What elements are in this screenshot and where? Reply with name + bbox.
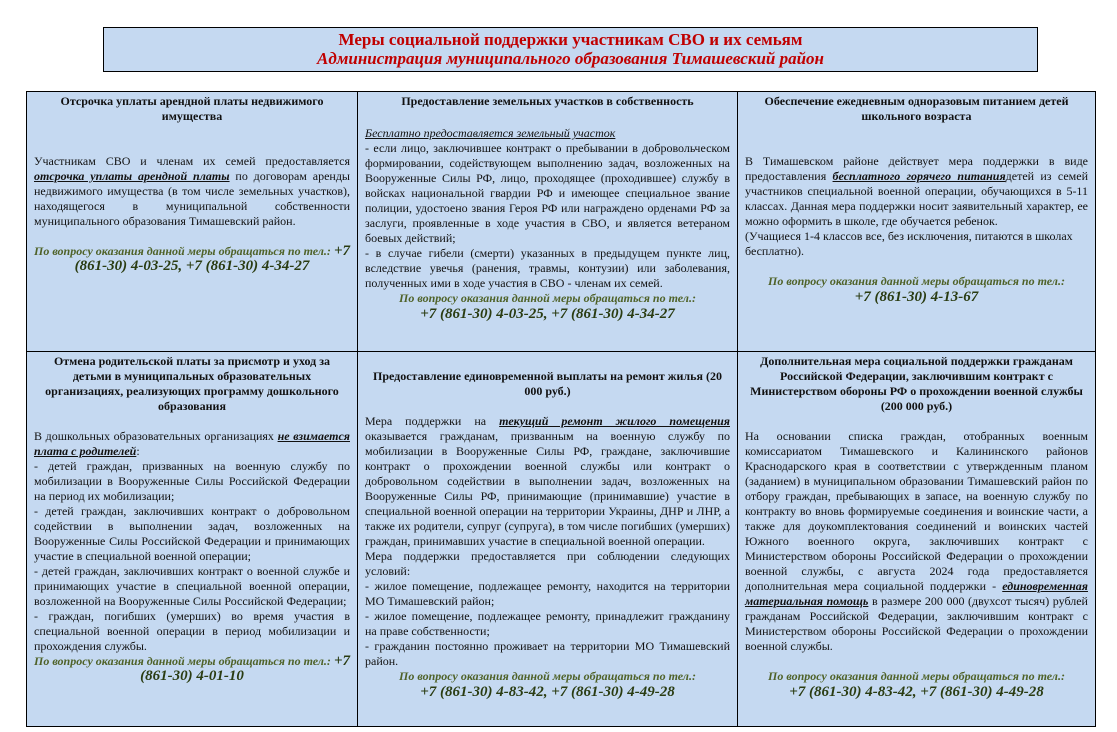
cell-item: - жилое помещение, подлежащее ремонту, принадлежит гражданину на праве собственности; (365, 609, 730, 638)
contact-phone: +7 (861-30) 4-83-42, +7 (861-30) 4-49-28 (420, 684, 675, 700)
text-part: в размере 200 000 (двухсот тысяч) рублей гражданам Российской Федерации, заключившим контракт с Министерством обороны Российской Федерации о прохождении военной службы. (745, 594, 1088, 653)
cell-item: - детей граждан, заключивших контракт о добровольном содействии в выполнении задач, возложенных на Вооруженные Силы Российской Федерации и принимающих участие в специальной военной операции; (34, 504, 350, 563)
text-emphasis: отсрочка уплаты арендной платы (34, 169, 230, 183)
text-part: В Тимашевском районе действует мера поддержки в виде предоставления (745, 154, 1088, 183)
cell-school-meals (738, 92, 1096, 352)
cell-item: - в случае гибели (смерти) указанных в предыдущем пункте лиц, вследствие увечья (ранения, травмы, контузии) или заболевания, полученных ими в ходе участия в СВО - членам их семей. (365, 246, 730, 290)
cell-title: Предоставление единовременной выплаты на ремонт жилья (20 000 руб.) (372, 369, 722, 398)
cell-parental-fee (27, 352, 358, 727)
text-part: детей из семей участников специальной военной операции, обучающихся в 5-11 классах. Данная мера поддержки носит заявительный характер, ее можно оформить в школе, где обучается ребенок. (745, 169, 1088, 228)
cell-text: Мера поддержки предоставляется при соблюдении следующих условий: (365, 549, 730, 578)
cell-text (365, 414, 730, 549)
text-part: На основании списка граждан, отобранных военным комиссариатом Тимашевского и Калининского районов Краснодарского края в соответствии с утвержденным планом (заданием) в муниципальном образовании Тимашевский район по отбору граждан, пребывающих в запасе, на военную службу по контракту во вновь формируемые соединения и воинские части, а также для доукомплектования соединений и воинских частей Южного военного округа, заключивших контракт с Министерством обороны Российской Федерации о прохождении военной службы, с августа 2024 года предоставляется дополнительная мера социальной поддержки - (745, 429, 1088, 593)
text-part: В дошкольных образовательных организациях (34, 429, 278, 443)
cell-text (745, 429, 1088, 654)
cell-additional-support (738, 352, 1096, 727)
cell-text (34, 154, 350, 229)
cell-title: Предоставление земельных участков в собственность (401, 94, 694, 108)
cell-land-plots (358, 92, 738, 352)
cell-text (34, 429, 350, 459)
contact-label: По вопросу оказания данной меры обращаться по тел.: (768, 669, 1065, 683)
cell-lead: Бесплатно предоставляется земельный участок (365, 126, 616, 140)
contact-phone: +7 (861-30) 4-83-42, +7 (861-30) 4-49-28 (789, 684, 1044, 700)
cell-item: - граждан, погибших (умерших) во время участия в специальной военной операции в период мобилизации и прохождения службы. (34, 609, 350, 653)
text-emphasis: единовременная материальная помощь (745, 579, 1088, 608)
cell-item: - детей граждан, призванных на военную службу по мобилизации в Вооруженные Силы Российской Федерации на период их мобилизации; (34, 459, 350, 503)
contact-label: По вопросу оказания данной меры обращаться по тел.: (399, 669, 696, 683)
contact-phone: +7 (861-30) 4-03-25, +7 (861-30) 4-34-27 (74, 243, 350, 274)
cell-title: Отсрочка уплаты арендной платы недвижимого имущества (60, 94, 324, 123)
cell-rent-deferral (27, 92, 358, 352)
text-part: Участникам СВО и членам их семей предоставляется (34, 154, 350, 168)
text-part: по договорам аренды недвижимого имущества (в том числе земельных участков), находящегося в муниципальной собственности муниципального образования Тимашевский район. (34, 169, 350, 228)
contact-block (34, 244, 350, 274)
contact-phone: +7 (861-30) 4-13-67 (854, 289, 979, 305)
cell-item: - если лицо, заключившее контракт о пребывании в добровольческом формировании, содействующем выполнению задач, возложенных на Вооруженные Силы РФ, лицо, проходящее (проходившее) службу в войсках национальной гвардии РФ и имеющее специальное звание полиции, удостоено звания Героя РФ или награждено орденами РФ за заслуги, проявленные в ходе участия в СВО, и является ветераном боевых действий; (365, 141, 730, 245)
page-header (103, 27, 1038, 72)
contact-label: По вопросу оказания данной меры обращаться по тел.: (768, 274, 1065, 288)
cell-title: Отмена родительской платы за присмотр и уход за детьми в муниципальных образовательных организациях, реализующих программу дошкольного образования (45, 354, 339, 413)
cell-title: Обеспечение ежедневным одноразовым питанием детей школьного возраста (764, 94, 1069, 123)
cell-housing-repair (358, 352, 738, 727)
text-emphasis: не взимается плата с родителей (34, 429, 350, 458)
contact-label: По вопросу оказания данной меры обращаться по тел.: (399, 291, 696, 305)
cell-note: (Учащиеся 1-4 классов все, без исключения, питаются в школах бесплатно). (745, 229, 1073, 258)
contact-block (34, 654, 350, 684)
measures-table (26, 91, 1096, 727)
text-part: оказывается гражданам, призванным на военную службу по мобилизации в Вооруженные Силы РФ, граждане, заключившие контракт о прохождении военной службы или контракт о добровольном содействии в выполнении задач, возложенных на Вооруженные Силы РФ, принимающие (принимавшие) участие в специальной военной операции на территории Украины, ДНР и ЛНР, а также их родители, супруг (супруга), в том числе погибших (умерших) граждан, принимавших участие в специальной военной операции. (365, 429, 730, 548)
text-part: : (136, 444, 140, 458)
contact-phone: +7 (861-30) 4-03-25, +7 (861-30) 4-34-27 (420, 306, 675, 322)
cell-item: - гражданин постоянно проживает на территории МО Тимашевский район. (365, 639, 730, 668)
contact-label: По вопросу оказания данной меры обращаться по тел.: (34, 654, 331, 668)
cell-item: - детей граждан, заключивших контракт о военной службе и принимающих участие в специальной военной операции, возложенной на Вооруженные Силы Российской Федерации; (34, 564, 350, 608)
cell-item: - жилое помещение, подлежащее ремонту, находится на территории МО Тимашевский район; (365, 579, 730, 608)
contact-label: По вопросу оказания данной меры обращаться по тел.: (34, 244, 331, 258)
cell-title: Дополнительная мера социальной поддержки гражданам Российской Федерации, заключившим контракт с Министерством обороны РФ о прохождении военной службы (200 000 руб.) (750, 354, 1083, 413)
page-title: Меры социальной поддержки участникам СВО и их семьям (338, 30, 803, 49)
text-emphasis: бесплатного горячего питания (832, 169, 1006, 183)
contact-phone: +7 (861-30) 4-01-10 (140, 653, 350, 684)
cell-text (745, 154, 1088, 229)
page-subtitle: Администрация муниципального образования Тимашевский район (317, 49, 824, 68)
text-part: Мера поддержки на (365, 414, 500, 428)
text-emphasis: текущий ремонт жилого помещения (499, 414, 730, 428)
